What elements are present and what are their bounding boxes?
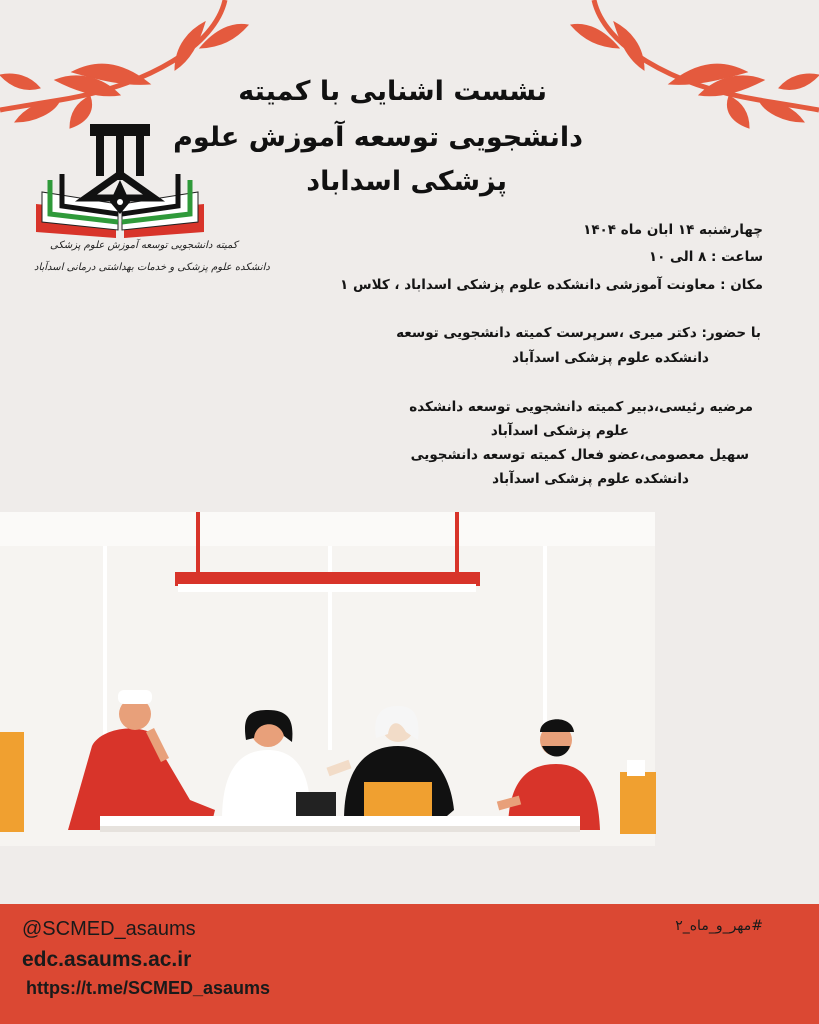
event-title-line-1: نشست اشنایی با کمیته xyxy=(238,76,547,107)
instagram-handle[interactable]: @SCMED_asaums xyxy=(22,918,196,940)
telegram-link[interactable]: https://t.me/SCMED_asaums xyxy=(26,978,271,998)
logo-caption-line-2: دانشکده علوم پزشکی و خدمات بهداشتی درمانی اسدآباد xyxy=(34,262,270,273)
speaker-line-1: مرضیه رئیسی،دبیر کمیته دانشجویی توسعه دانشکده xyxy=(409,399,753,415)
event-title-line-2: دانشجویی توسعه آموزش علوم xyxy=(173,122,583,153)
leaf-branch-right-icon xyxy=(569,0,819,130)
speaker-line-3: سهیل معصومی،عضو فعال کمیته توسعه دانشجویی xyxy=(410,447,749,463)
campaign-hashtag: #مهر_و_ماه_۲ xyxy=(675,918,763,934)
speaker-line-4: دانشکده علوم پزشکی اسدآباد xyxy=(492,471,689,487)
event-location: مکان : معاونت آموزشی دانشکده علوم پزشکی اسداباد ، کلاس ۱ xyxy=(340,277,763,293)
committee-logo-icon xyxy=(30,122,210,240)
attendee-line-2: دانشکده علوم پزشکی اسدآباد xyxy=(512,350,709,366)
attendee-line-1: با حضور: دکتر میری ،سرپرست کمیته دانشجویی توسعه xyxy=(396,325,761,341)
speaker-line-2: علوم پزشکی اسدآباد xyxy=(490,423,629,439)
event-time: ساعت : ۸ الی ۱۰ xyxy=(648,249,763,265)
team-meeting-illustration xyxy=(0,510,819,850)
leaf-branch-left-icon xyxy=(0,0,250,130)
website-link[interactable]: edc.asaums.ac.ir xyxy=(22,948,192,971)
logo-caption-line-1: کمیته دانشجویی توسعه آموزش علوم پزشکی xyxy=(50,240,238,251)
event-date: چهارشنبه ۱۴ ابان ماه ۱۴۰۴ xyxy=(583,222,763,238)
event-title-line-3: پزشکی اسداباد xyxy=(306,166,507,197)
